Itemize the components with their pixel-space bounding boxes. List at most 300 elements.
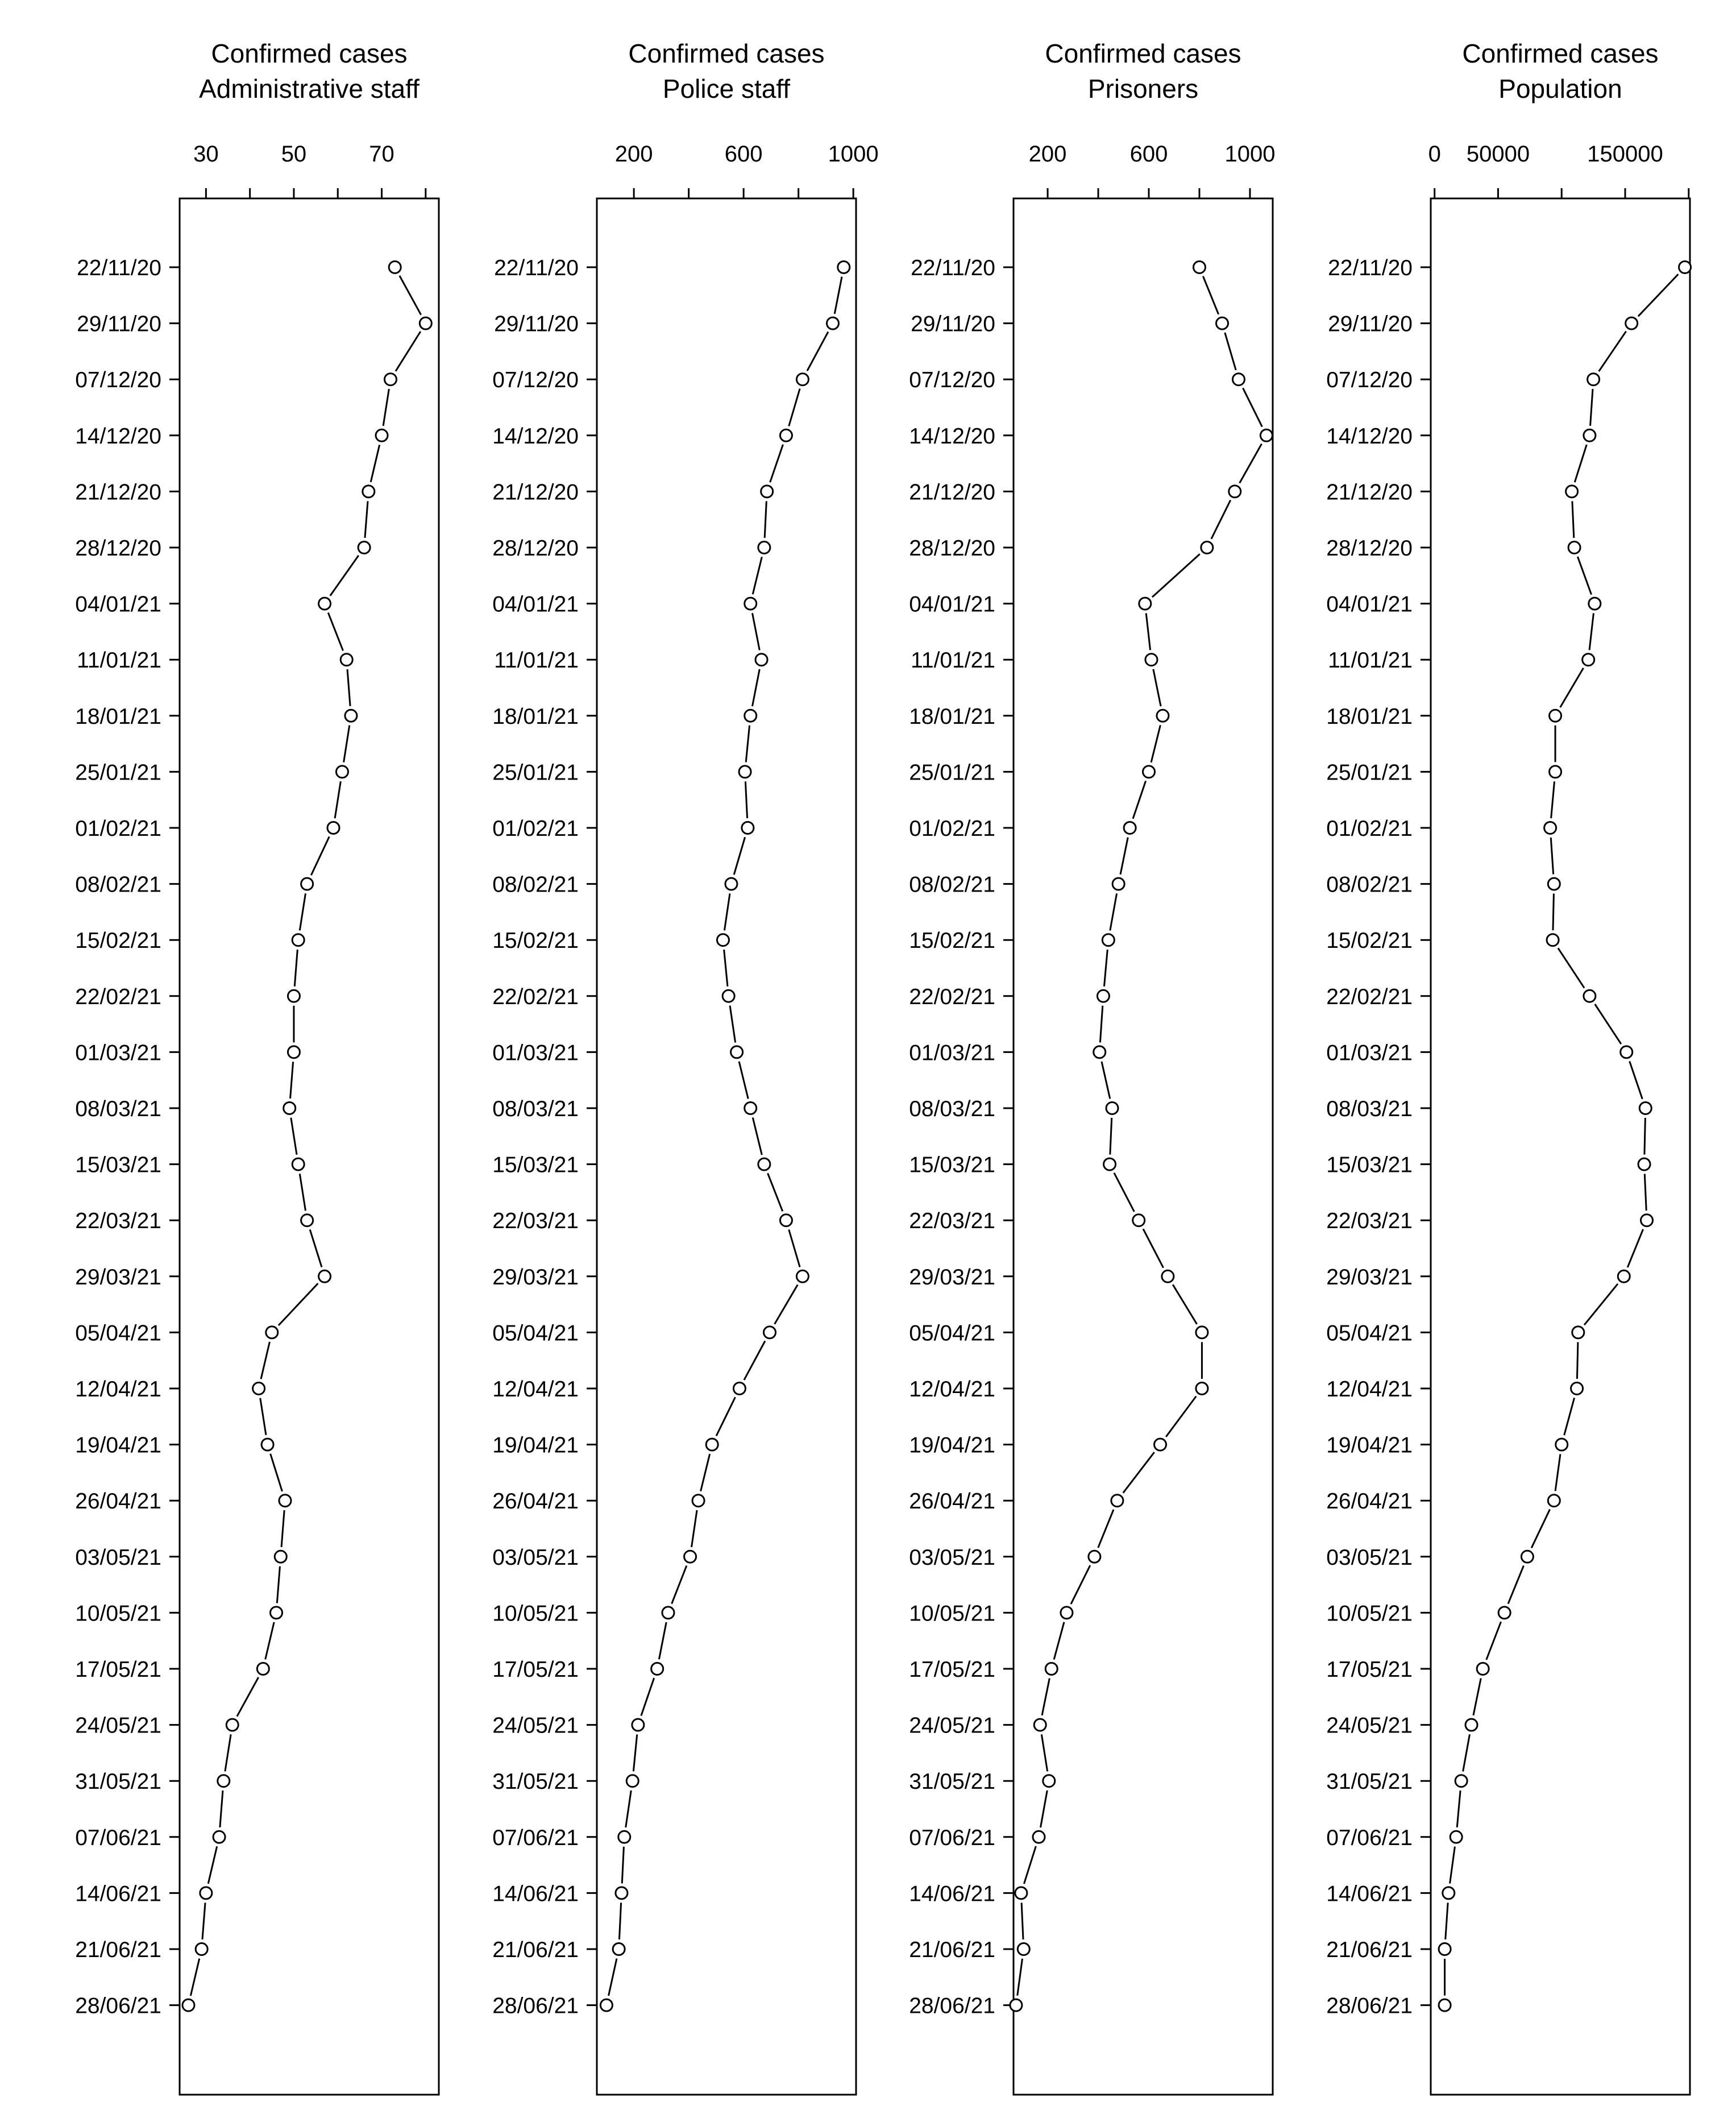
series-segment bbox=[1599, 331, 1626, 371]
series-segment bbox=[300, 1174, 305, 1211]
date-label: 29/11/20 bbox=[77, 312, 161, 337]
date-label: 28/06/21 bbox=[1326, 1993, 1413, 2018]
data-point bbox=[1124, 822, 1136, 834]
data-point bbox=[1201, 542, 1213, 554]
series-segment bbox=[1151, 725, 1160, 762]
data-point bbox=[1439, 1999, 1451, 2011]
series-segment bbox=[1644, 1118, 1645, 1155]
series-segment bbox=[789, 389, 800, 426]
date-label: 22/03/21 bbox=[492, 1209, 579, 1234]
data-point bbox=[1010, 1999, 1022, 2011]
series-segment bbox=[1560, 668, 1584, 707]
date-label: 10/05/21 bbox=[909, 1601, 995, 1626]
series-segment bbox=[1211, 500, 1231, 539]
data-point bbox=[1639, 1102, 1651, 1114]
data-point bbox=[684, 1551, 696, 1562]
date-label: 29/03/21 bbox=[909, 1265, 995, 1290]
date-label: 18/01/21 bbox=[492, 704, 579, 729]
series-segment bbox=[208, 1846, 217, 1884]
data-point bbox=[200, 1887, 212, 1899]
date-label: 11/01/21 bbox=[911, 648, 995, 673]
data-point bbox=[1443, 1887, 1455, 1899]
data-point bbox=[1112, 878, 1124, 890]
panel-1 bbox=[75, 39, 439, 2095]
data-point bbox=[1015, 1887, 1027, 1899]
data-point bbox=[1477, 1663, 1489, 1675]
data-point bbox=[1465, 1719, 1477, 1731]
series-segment bbox=[237, 1677, 259, 1717]
series-segment bbox=[202, 1902, 205, 1939]
date-label: 29/03/21 bbox=[1326, 1265, 1413, 1290]
series-segment bbox=[1166, 1396, 1196, 1437]
panel-title: Confirmed cases bbox=[211, 39, 408, 68]
date-label: 08/02/21 bbox=[75, 872, 161, 897]
series-segment bbox=[1463, 1734, 1470, 1771]
series-segment bbox=[1041, 1790, 1048, 1827]
data-point bbox=[838, 262, 850, 273]
data-point bbox=[1544, 822, 1556, 834]
data-point bbox=[345, 710, 357, 722]
data-point bbox=[1102, 934, 1114, 946]
data-point bbox=[1154, 1439, 1166, 1450]
x-tick-label: 0 bbox=[1428, 142, 1441, 167]
data-point bbox=[384, 374, 396, 386]
series-segment bbox=[622, 1847, 624, 1884]
date-label: 14/12/20 bbox=[1326, 424, 1413, 449]
data-point bbox=[764, 1327, 776, 1338]
series-segment bbox=[1143, 1229, 1164, 1267]
series-segment bbox=[626, 1790, 632, 1827]
series-segment bbox=[739, 1062, 748, 1099]
date-label: 01/02/21 bbox=[492, 816, 579, 841]
date-label: 31/05/21 bbox=[75, 1769, 161, 1794]
data-point bbox=[1094, 1046, 1106, 1058]
panel-subtitle: Population bbox=[1498, 74, 1622, 103]
date-label: 15/03/21 bbox=[1326, 1153, 1413, 1178]
series-segment bbox=[1555, 1454, 1560, 1491]
date-label: 08/02/21 bbox=[492, 872, 579, 897]
series-segment bbox=[260, 1398, 266, 1435]
panel-title: Confirmed cases bbox=[1462, 39, 1659, 68]
series-segment bbox=[1123, 1452, 1154, 1493]
data-point bbox=[1521, 1551, 1533, 1562]
x-tick-label: 1000 bbox=[828, 142, 879, 167]
data-point bbox=[1588, 374, 1600, 386]
data-point bbox=[363, 486, 375, 498]
series-segment bbox=[1173, 1284, 1197, 1324]
date-label: 07/06/21 bbox=[909, 1825, 995, 1850]
date-label: 14/12/20 bbox=[492, 424, 579, 449]
date-label: 07/06/21 bbox=[1326, 1825, 1413, 1850]
data-point bbox=[292, 1158, 304, 1170]
data-point bbox=[1556, 1439, 1568, 1450]
date-label: 15/02/21 bbox=[492, 928, 579, 954]
data-point bbox=[1145, 654, 1157, 666]
series-segment bbox=[672, 1566, 687, 1604]
series-segment bbox=[1630, 1061, 1643, 1099]
date-label: 03/05/21 bbox=[75, 1545, 161, 1570]
series-segment bbox=[1553, 894, 1554, 931]
date-label: 01/03/21 bbox=[1326, 1041, 1413, 1066]
series-segment bbox=[1054, 1622, 1064, 1660]
data-point bbox=[1548, 1495, 1560, 1507]
series-segment bbox=[1572, 501, 1574, 538]
data-point bbox=[827, 317, 838, 329]
data-point bbox=[613, 1943, 625, 1955]
data-point bbox=[796, 374, 808, 386]
data-point bbox=[1157, 710, 1169, 722]
date-label: 22/02/21 bbox=[1326, 984, 1413, 1009]
panel-title: Confirmed cases bbox=[1045, 39, 1241, 68]
date-label: 21/06/21 bbox=[1326, 1938, 1413, 1962]
series-segment bbox=[1551, 838, 1553, 874]
data-point bbox=[1455, 1775, 1467, 1787]
date-label: 17/05/21 bbox=[909, 1657, 995, 1682]
date-label: 12/04/21 bbox=[75, 1377, 161, 1402]
plot-frame bbox=[1431, 198, 1690, 2095]
series-segment bbox=[261, 1342, 269, 1379]
date-label: 08/03/21 bbox=[909, 1097, 995, 1121]
series-segment bbox=[1021, 1902, 1023, 1939]
series-segment bbox=[1203, 276, 1218, 314]
series-segment bbox=[753, 557, 762, 595]
series-segment bbox=[641, 1678, 654, 1715]
data-point bbox=[336, 766, 348, 778]
date-label: 22/11/20 bbox=[911, 256, 995, 280]
series-segment bbox=[1589, 613, 1593, 650]
date-label: 04/01/21 bbox=[75, 592, 161, 617]
date-label: 22/03/21 bbox=[909, 1209, 995, 1234]
data-point bbox=[758, 1158, 770, 1170]
date-label: 26/04/21 bbox=[1326, 1489, 1413, 1514]
date-label: 24/05/21 bbox=[1326, 1713, 1413, 1738]
date-label: 29/03/21 bbox=[75, 1265, 161, 1290]
date-label: 08/02/21 bbox=[909, 872, 995, 897]
data-point bbox=[1143, 766, 1155, 778]
date-label: 17/05/21 bbox=[75, 1657, 161, 1682]
series-segment bbox=[1152, 554, 1200, 597]
data-point bbox=[389, 262, 401, 273]
date-label: 07/12/20 bbox=[909, 368, 995, 393]
date-label: 11/01/21 bbox=[77, 648, 161, 673]
series-segment bbox=[1457, 1790, 1460, 1827]
data-point bbox=[376, 429, 388, 441]
data-point bbox=[1106, 1102, 1118, 1114]
data-point bbox=[182, 1999, 194, 2011]
date-label: 26/04/21 bbox=[909, 1489, 995, 1514]
x-tick-label: 200 bbox=[1028, 142, 1067, 167]
series-segment bbox=[400, 276, 421, 315]
x-tick-label: 50000 bbox=[1466, 142, 1530, 167]
date-label: 12/04/21 bbox=[1326, 1377, 1413, 1402]
date-label: 28/12/20 bbox=[492, 536, 579, 561]
data-point bbox=[1641, 1214, 1653, 1226]
series-segment bbox=[770, 445, 783, 482]
series-segment bbox=[294, 950, 297, 986]
series-segment bbox=[1017, 1959, 1023, 1996]
date-label: 05/04/21 bbox=[75, 1321, 161, 1346]
data-point bbox=[1017, 1943, 1029, 1955]
series-segment bbox=[1446, 1902, 1448, 1939]
data-point bbox=[1097, 990, 1109, 1002]
data-point bbox=[600, 1999, 612, 2011]
date-label: 14/12/20 bbox=[75, 424, 161, 449]
date-label: 04/01/21 bbox=[492, 592, 579, 617]
data-point bbox=[1566, 486, 1578, 498]
plot-frame bbox=[180, 198, 439, 2095]
date-label: 25/01/21 bbox=[909, 760, 995, 785]
date-label: 15/02/21 bbox=[1326, 928, 1413, 954]
data-point bbox=[301, 878, 313, 890]
data-point bbox=[275, 1551, 286, 1562]
panel-subtitle: Administrative staff bbox=[199, 74, 420, 103]
data-point bbox=[761, 486, 773, 498]
data-point bbox=[1548, 878, 1560, 890]
data-point bbox=[1572, 1327, 1584, 1338]
data-point bbox=[1196, 1383, 1208, 1395]
data-point bbox=[626, 1775, 638, 1787]
series-segment bbox=[1110, 893, 1117, 930]
date-label: 18/01/21 bbox=[1326, 704, 1413, 729]
data-point bbox=[279, 1495, 291, 1507]
x-tick-label: 1000 bbox=[1224, 142, 1276, 167]
date-label: 22/11/20 bbox=[494, 256, 579, 280]
series-segment bbox=[734, 837, 745, 874]
x-tick-label: 150000 bbox=[1587, 142, 1663, 167]
date-label: 26/04/21 bbox=[75, 1489, 161, 1514]
date-label: 29/11/20 bbox=[911, 312, 995, 337]
data-point bbox=[1111, 1495, 1123, 1507]
data-point bbox=[1034, 1719, 1046, 1731]
date-label: 21/12/20 bbox=[75, 480, 161, 505]
series-segment bbox=[1590, 389, 1593, 426]
series-segment bbox=[1508, 1566, 1523, 1604]
date-label: 10/05/21 bbox=[75, 1601, 161, 1626]
panel-4 bbox=[1326, 39, 1691, 2095]
series-segment bbox=[765, 501, 766, 538]
data-point bbox=[758, 542, 770, 554]
series-segment bbox=[609, 1959, 617, 1996]
date-label: 15/02/21 bbox=[909, 928, 995, 954]
date-label: 29/03/21 bbox=[492, 1265, 579, 1290]
series-segment bbox=[1153, 669, 1161, 706]
data-point bbox=[1061, 1607, 1073, 1619]
data-point bbox=[1196, 1327, 1208, 1338]
date-label: 25/01/21 bbox=[75, 760, 161, 785]
data-point bbox=[1568, 542, 1580, 554]
series-segment bbox=[1041, 1734, 1047, 1771]
data-point bbox=[301, 1214, 313, 1226]
data-point bbox=[319, 598, 331, 610]
panel-subtitle: Prisoners bbox=[1087, 74, 1199, 103]
series-segment bbox=[1450, 1847, 1455, 1884]
date-label: 14/06/21 bbox=[909, 1881, 995, 1906]
series-segment bbox=[310, 1229, 322, 1267]
data-point bbox=[257, 1663, 269, 1675]
date-label: 22/03/21 bbox=[1326, 1209, 1413, 1234]
series-segment bbox=[745, 781, 747, 818]
data-point bbox=[745, 710, 757, 722]
series-segment bbox=[1024, 1846, 1036, 1884]
date-label: 22/02/21 bbox=[75, 984, 161, 1009]
data-point bbox=[796, 1270, 808, 1282]
series-segment bbox=[290, 1062, 293, 1099]
series-segment bbox=[330, 556, 359, 596]
series-segment bbox=[1564, 1398, 1575, 1435]
series-segment bbox=[279, 1283, 318, 1325]
data-point bbox=[288, 990, 300, 1002]
series-segment bbox=[1558, 948, 1584, 988]
data-point bbox=[1089, 1551, 1100, 1562]
date-label: 04/01/21 bbox=[909, 592, 995, 617]
data-point bbox=[742, 822, 754, 834]
data-point bbox=[1618, 1270, 1630, 1282]
date-label: 29/11/20 bbox=[494, 312, 579, 337]
data-point bbox=[292, 934, 304, 946]
date-label: 29/11/20 bbox=[1328, 312, 1413, 337]
date-label: 05/04/21 bbox=[492, 1321, 579, 1346]
date-label: 25/01/21 bbox=[492, 760, 579, 785]
date-label: 19/04/21 bbox=[909, 1433, 995, 1458]
data-point bbox=[1583, 654, 1594, 666]
date-label: 05/04/21 bbox=[1326, 1321, 1413, 1346]
series-segment bbox=[744, 1341, 765, 1380]
date-label: 14/12/20 bbox=[909, 424, 995, 449]
date-label: 14/06/21 bbox=[492, 1881, 579, 1906]
data-point bbox=[420, 317, 431, 329]
data-point bbox=[780, 1214, 792, 1226]
series-segment bbox=[633, 1735, 637, 1772]
data-point bbox=[266, 1327, 278, 1338]
data-point bbox=[1043, 1775, 1055, 1787]
series-segment bbox=[1071, 1565, 1090, 1604]
date-label: 21/12/20 bbox=[909, 480, 995, 505]
series-segment bbox=[724, 950, 728, 986]
date-label: 07/12/20 bbox=[1326, 368, 1413, 393]
date-label: 10/05/21 bbox=[492, 1601, 579, 1626]
date-label: 01/02/21 bbox=[75, 816, 161, 841]
date-label: 19/04/21 bbox=[1326, 1433, 1413, 1458]
data-point bbox=[1626, 317, 1638, 329]
date-label: 31/05/21 bbox=[909, 1769, 995, 1794]
series-segment bbox=[291, 1118, 297, 1155]
data-point bbox=[1229, 486, 1241, 498]
date-label: 28/12/20 bbox=[909, 536, 995, 561]
data-point bbox=[253, 1383, 265, 1395]
date-label: 22/11/20 bbox=[77, 256, 161, 280]
series-segment bbox=[225, 1734, 231, 1771]
date-label: 14/06/21 bbox=[75, 1881, 161, 1906]
data-point bbox=[717, 934, 729, 946]
series-segment bbox=[1595, 1004, 1621, 1044]
date-label: 25/01/21 bbox=[1326, 760, 1413, 785]
date-label: 17/05/21 bbox=[492, 1657, 579, 1682]
date-label: 19/04/21 bbox=[492, 1433, 579, 1458]
data-point bbox=[319, 1270, 331, 1282]
data-point bbox=[1621, 1046, 1633, 1058]
series-segment bbox=[1551, 781, 1555, 818]
date-label: 01/02/21 bbox=[909, 816, 995, 841]
date-label: 12/04/21 bbox=[909, 1377, 995, 1402]
data-point bbox=[780, 429, 792, 441]
date-label: 22/02/21 bbox=[492, 984, 579, 1009]
data-point bbox=[1589, 598, 1601, 610]
data-point bbox=[1679, 262, 1691, 273]
series-segment bbox=[277, 1566, 280, 1603]
data-point bbox=[755, 654, 767, 666]
date-label: 21/12/20 bbox=[492, 480, 579, 505]
series-segment bbox=[1486, 1622, 1501, 1660]
date-label: 01/02/21 bbox=[1326, 816, 1413, 841]
data-point bbox=[1498, 1607, 1510, 1619]
series-segment bbox=[271, 1454, 283, 1491]
data-point bbox=[1232, 374, 1244, 386]
series-segment bbox=[1638, 274, 1678, 316]
date-label: 22/11/20 bbox=[1328, 256, 1413, 280]
series-segment bbox=[335, 781, 340, 818]
series-segment bbox=[1577, 557, 1591, 595]
x-tick-label: 600 bbox=[1129, 142, 1168, 167]
data-point bbox=[1550, 766, 1561, 778]
data-point bbox=[1439, 1943, 1451, 1955]
date-label: 21/06/21 bbox=[909, 1938, 995, 1962]
date-label: 07/06/21 bbox=[75, 1825, 161, 1850]
data-point bbox=[1162, 1270, 1174, 1282]
date-label: 01/03/21 bbox=[909, 1041, 995, 1066]
date-label: 21/12/20 bbox=[1326, 480, 1413, 505]
series-segment bbox=[281, 1510, 284, 1547]
series-segment bbox=[692, 1510, 697, 1547]
data-point bbox=[261, 1439, 273, 1450]
data-point bbox=[706, 1439, 718, 1450]
date-label: 14/06/21 bbox=[1326, 1881, 1413, 1906]
series-segment bbox=[789, 1230, 800, 1267]
plot-frame bbox=[1014, 198, 1273, 2095]
data-point bbox=[271, 1607, 283, 1619]
data-point bbox=[218, 1775, 230, 1787]
series-segment bbox=[1100, 1006, 1102, 1043]
date-label: 04/01/21 bbox=[1326, 592, 1413, 617]
date-label: 15/02/21 bbox=[75, 928, 161, 954]
date-label: 15/03/21 bbox=[909, 1153, 995, 1178]
data-point bbox=[632, 1719, 644, 1731]
data-point bbox=[745, 598, 757, 610]
data-point bbox=[213, 1831, 225, 1843]
series-segment bbox=[701, 1454, 710, 1491]
date-label: 03/05/21 bbox=[1326, 1545, 1413, 1570]
date-label: 21/06/21 bbox=[75, 1938, 161, 1962]
series-segment bbox=[1146, 613, 1150, 650]
data-point bbox=[358, 542, 370, 554]
date-label: 15/03/21 bbox=[75, 1153, 161, 1178]
date-label: 28/06/21 bbox=[492, 1993, 579, 2018]
data-point bbox=[692, 1495, 704, 1507]
series-segment bbox=[768, 1173, 783, 1211]
data-point bbox=[1045, 1663, 1057, 1675]
data-point bbox=[1216, 317, 1228, 329]
panel-3 bbox=[909, 39, 1275, 2095]
date-label: 21/06/21 bbox=[492, 1938, 579, 1962]
series-segment bbox=[311, 836, 329, 875]
data-point bbox=[1584, 990, 1596, 1002]
data-point bbox=[1260, 429, 1272, 441]
data-point bbox=[618, 1831, 630, 1843]
date-label: 03/05/21 bbox=[492, 1545, 579, 1570]
data-point bbox=[288, 1046, 300, 1058]
x-tick-label: 50 bbox=[281, 142, 307, 167]
series-segment bbox=[383, 389, 389, 426]
data-point bbox=[1193, 262, 1205, 273]
